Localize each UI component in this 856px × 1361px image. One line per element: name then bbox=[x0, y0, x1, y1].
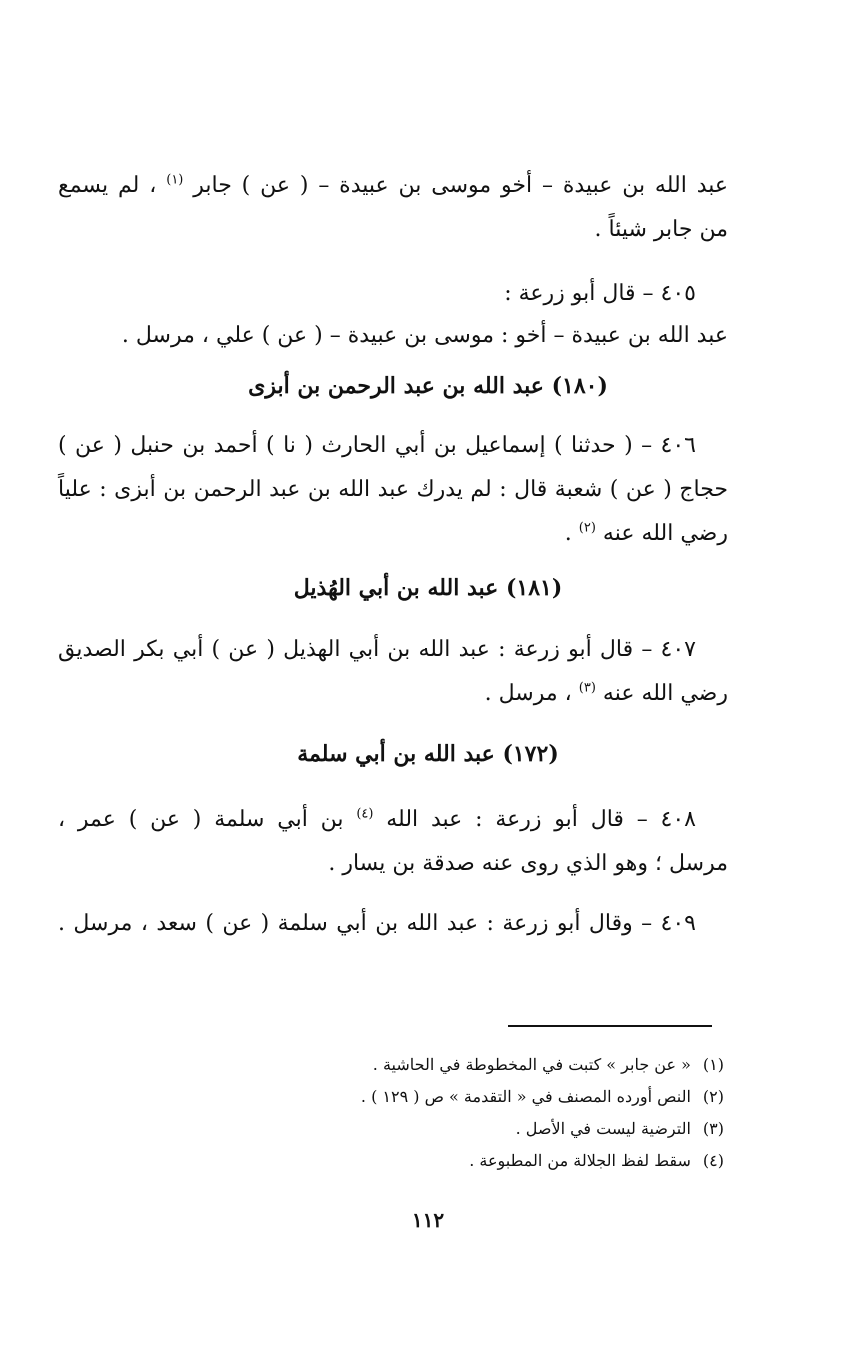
footnote-number: (٣) bbox=[702, 1119, 724, 1138]
entry-409-line: ٤٠٩ – وقال أبو زرعة : عبد الله بن أبي سلمة ( عن ) سعد ، مرسل . bbox=[58, 911, 696, 936]
section-heading-172: (١٧٢) عبد الله بن أبي سلمة bbox=[297, 741, 559, 767]
footnote-ref: (١) bbox=[166, 172, 184, 188]
footnote-number: (٤) bbox=[702, 1151, 724, 1170]
footnote-text: الترضية ليست في الأصل . bbox=[515, 1119, 691, 1138]
footnote-1 bbox=[373, 1052, 724, 1078]
footnote-ref: (٣) bbox=[578, 680, 596, 696]
footnote-number: (٢) bbox=[702, 1087, 724, 1106]
footnote-ref: (٢) bbox=[578, 520, 596, 536]
text-segment: ٤٠٨ – قال أبو زرعة : عبد الله bbox=[386, 807, 696, 832]
footnote-2 bbox=[361, 1084, 724, 1110]
footnote-3 bbox=[516, 1116, 724, 1142]
section-heading-180: (١٨٠) عبد الله بن عبد الرحمن بن أبزى bbox=[248, 373, 608, 399]
entry-408-line bbox=[58, 800, 696, 840]
text-line: من جابر شيئاً . bbox=[594, 217, 728, 242]
text-line: مرسل ؛ وهو الذي روى عنه صدقة بن يسار . bbox=[328, 851, 728, 876]
text-segment: ، لم يسمع bbox=[58, 173, 157, 198]
entry-405-line: ٤٠٥ – قال أبو زرعة : bbox=[504, 281, 696, 306]
text-line: عبد الله بن عبيدة – أخو : موسى بن عبيدة – ( عن ) علي ، مرسل . bbox=[121, 323, 728, 348]
text-line bbox=[58, 166, 728, 206]
footnote-text: « عن جابر » كتبت في المخطوطة في الحاشية . bbox=[372, 1055, 691, 1074]
footnote-text: النص أورده المصنف في « التقدمة » ص ( ١٢٩ ) . bbox=[360, 1087, 691, 1106]
text-segment: رضي الله عنه bbox=[602, 681, 728, 706]
text-segment: . bbox=[564, 521, 572, 546]
text-segment: بن أبي سلمة ( عن ) عمر ، bbox=[58, 807, 344, 832]
text-segment: ، مرسل . bbox=[484, 681, 572, 706]
text-line bbox=[58, 514, 728, 554]
footnote-separator bbox=[508, 1025, 712, 1027]
section-heading-181: (١٨١) عبد الله بن أبي الهُذيل bbox=[293, 575, 563, 601]
entry-406-line: ٤٠٦ – ( حدثنا ) إسماعيل بن أبي الحارث ( نا ) أحمد بن حنبل ( عن ) bbox=[58, 433, 696, 458]
entry-407-line: ٤٠٧ – قال أبو زرعة : عبد الله بن أبي الهذيل ( عن ) أبي بكر الصديق bbox=[58, 637, 696, 662]
footnote-text: سقط لفظ الجلالة من المطبوعة . bbox=[469, 1151, 691, 1170]
page-number: ١١٢ bbox=[411, 1208, 445, 1232]
footnote-number: (١) bbox=[702, 1055, 724, 1074]
footnote-4 bbox=[469, 1148, 724, 1174]
footnote-ref: (٤) bbox=[356, 806, 374, 822]
text-segment: رضي الله عنه bbox=[602, 521, 728, 546]
text-line: حجاج ( عن ) شعبة قال : لم يدرك عبد الله بن عبد الرحمن بن أبزى : علياً bbox=[58, 477, 728, 502]
text-line bbox=[58, 674, 728, 714]
text-segment: عبد الله بن عبيدة – أخو موسى بن عبيدة – ( عن ) جابر bbox=[193, 173, 729, 198]
